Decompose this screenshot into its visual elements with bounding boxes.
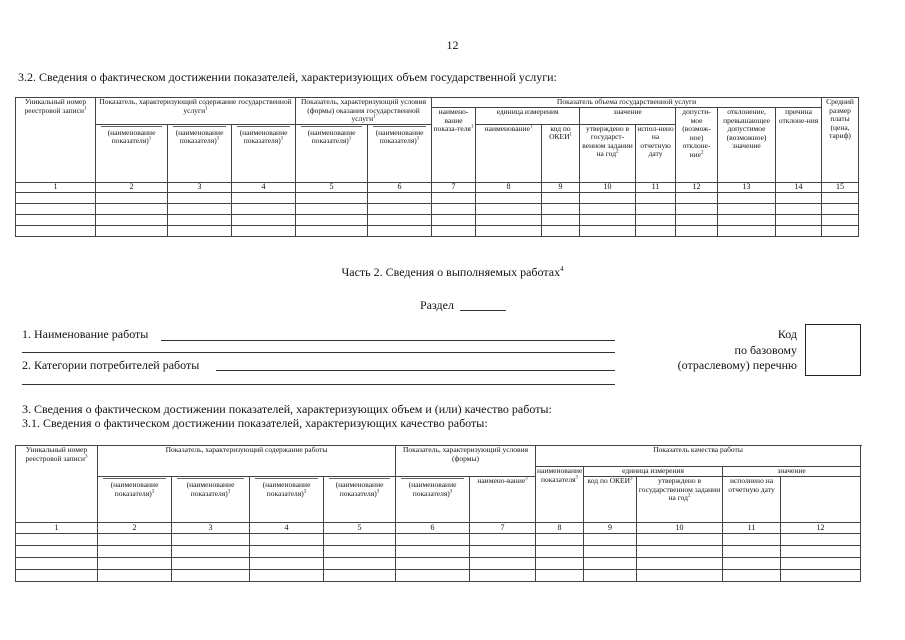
header-unit: единица измерения	[584, 467, 723, 477]
header-allowed-dev: допусти-мое (возмож-ное) отклоне-ние$^2$	[676, 108, 718, 183]
code-box[interactable]	[805, 324, 861, 376]
placeholder-cell: (наименование показателя)$^3$	[98, 477, 172, 523]
header-value: значение	[723, 467, 861, 477]
header-conditions: Показатель, характеризующий условия (формы) оказания государственной услуги$^1$	[296, 98, 432, 125]
header-executed: испол-нено на отчетную дату	[636, 124, 676, 182]
placeholder-cell: (наименование показателя)$^1$	[96, 124, 168, 182]
header-unit-name: наимено-вание$^3$	[470, 477, 536, 523]
razdel-line	[460, 310, 506, 311]
header-unique: Уникальный номер реестровой записи$^1$	[16, 98, 96, 183]
razdel-label: Раздел	[420, 298, 454, 312]
placeholder-cell: (наименование показателя)$^1$	[168, 124, 232, 182]
code-label-2: по базовому	[734, 343, 797, 357]
header-approved: утверждено в государственном задании на год$^2$	[637, 477, 723, 523]
header-unit: единица измерения	[476, 108, 580, 125]
code-label-1: Код	[777, 327, 797, 341]
header-quality: Показатель качества работы	[536, 446, 861, 467]
table-row	[16, 225, 859, 236]
placeholder-cell: (наименование показателя)$^3$	[250, 477, 324, 523]
code-label-3: (отраслевому) перечню	[677, 358, 797, 372]
header-conditions: Показатель, характеризующий условия (формы)	[396, 446, 536, 477]
part2-title: Часть 2. Сведения о выполняемых работах$^4$	[341, 265, 564, 279]
page-number: 12	[446, 38, 459, 52]
header-avg-fee: Средний размер платы (цена, тариф)	[822, 98, 859, 183]
column-numbers-row: 1 2 3 4 5 6 7 8 9 10 11 12	[16, 523, 861, 534]
consumers-label: 2. Категории потребителей работы	[22, 358, 200, 372]
header-name-indicator: наименование показателя$^3$	[536, 467, 584, 523]
quality-indicators-table	[15, 445, 861, 582]
table-row	[16, 203, 859, 214]
section3-heading: 3. Сведения о фактическом достижении показателей, характеризующих объем и (или) качество работы:	[22, 402, 552, 416]
placeholder-cell: (наименование показателя)$^1$	[368, 124, 432, 182]
volume-indicators-table	[15, 97, 859, 237]
header-content: Показатель, характеризующий содержание государственной услуги$^1$	[96, 98, 296, 125]
header-value: значение	[580, 108, 676, 125]
table-row	[16, 192, 859, 203]
header-exceed-dev: отклонение, превышающее допустимое (возможное) значение	[718, 108, 776, 183]
header-okei: код по ОКЕИ$^3$	[584, 477, 637, 523]
table-row	[16, 534, 861, 546]
column-numbers-row: 1 2 3 4 5 6 7 8 9 10 11 12 13 14 15	[16, 182, 859, 192]
header-content: Показатель, характеризующий содержание работы	[98, 446, 396, 477]
placeholder-cell: (наименование показателя)$^3$	[396, 477, 470, 523]
header-executed: исполнено на отчетную дату	[723, 477, 781, 523]
table-row	[16, 558, 861, 570]
header-volume: Показатель объема государственной услуги	[432, 98, 822, 108]
consumers-line	[216, 370, 615, 371]
table-row	[16, 546, 861, 558]
placeholder-cell: (наименование показателя)$^3$	[172, 477, 250, 523]
header-approved: утверждено в государст-венном задании на год$^2$	[580, 124, 636, 182]
section31-heading: 3.1. Сведения о фактическом достижении показателей, характеризующих качество работы:	[22, 416, 488, 430]
placeholder-cell: (наименование показателя)$^1$	[296, 124, 368, 182]
table-row	[16, 570, 861, 582]
work-name-line	[161, 340, 615, 341]
header-name-indicator: наимено-вание показа-теля$^1$	[432, 108, 476, 183]
placeholder-cell: (наименование показателя)$^3$	[324, 477, 396, 523]
placeholder-cell: (наименование показателя)$^1$	[232, 124, 296, 182]
header-unit-name: наименование$^1$	[476, 124, 542, 182]
table-row	[16, 214, 859, 225]
header-reason: причина отклоне-ния	[776, 108, 822, 183]
header-unique: Уникальный номер реестровой записи$^3$	[16, 446, 98, 523]
work-name-line-2	[22, 352, 615, 353]
work-name-label: 1. Наименование работы	[22, 327, 149, 341]
consumers-line-2	[22, 384, 615, 385]
section-heading-3-2: 3.2. Сведения о фактическом достижении показателей, характеризующих объем государственной услуги:	[18, 70, 557, 84]
header-okei: код по ОКЕИ$^1$	[542, 124, 580, 182]
